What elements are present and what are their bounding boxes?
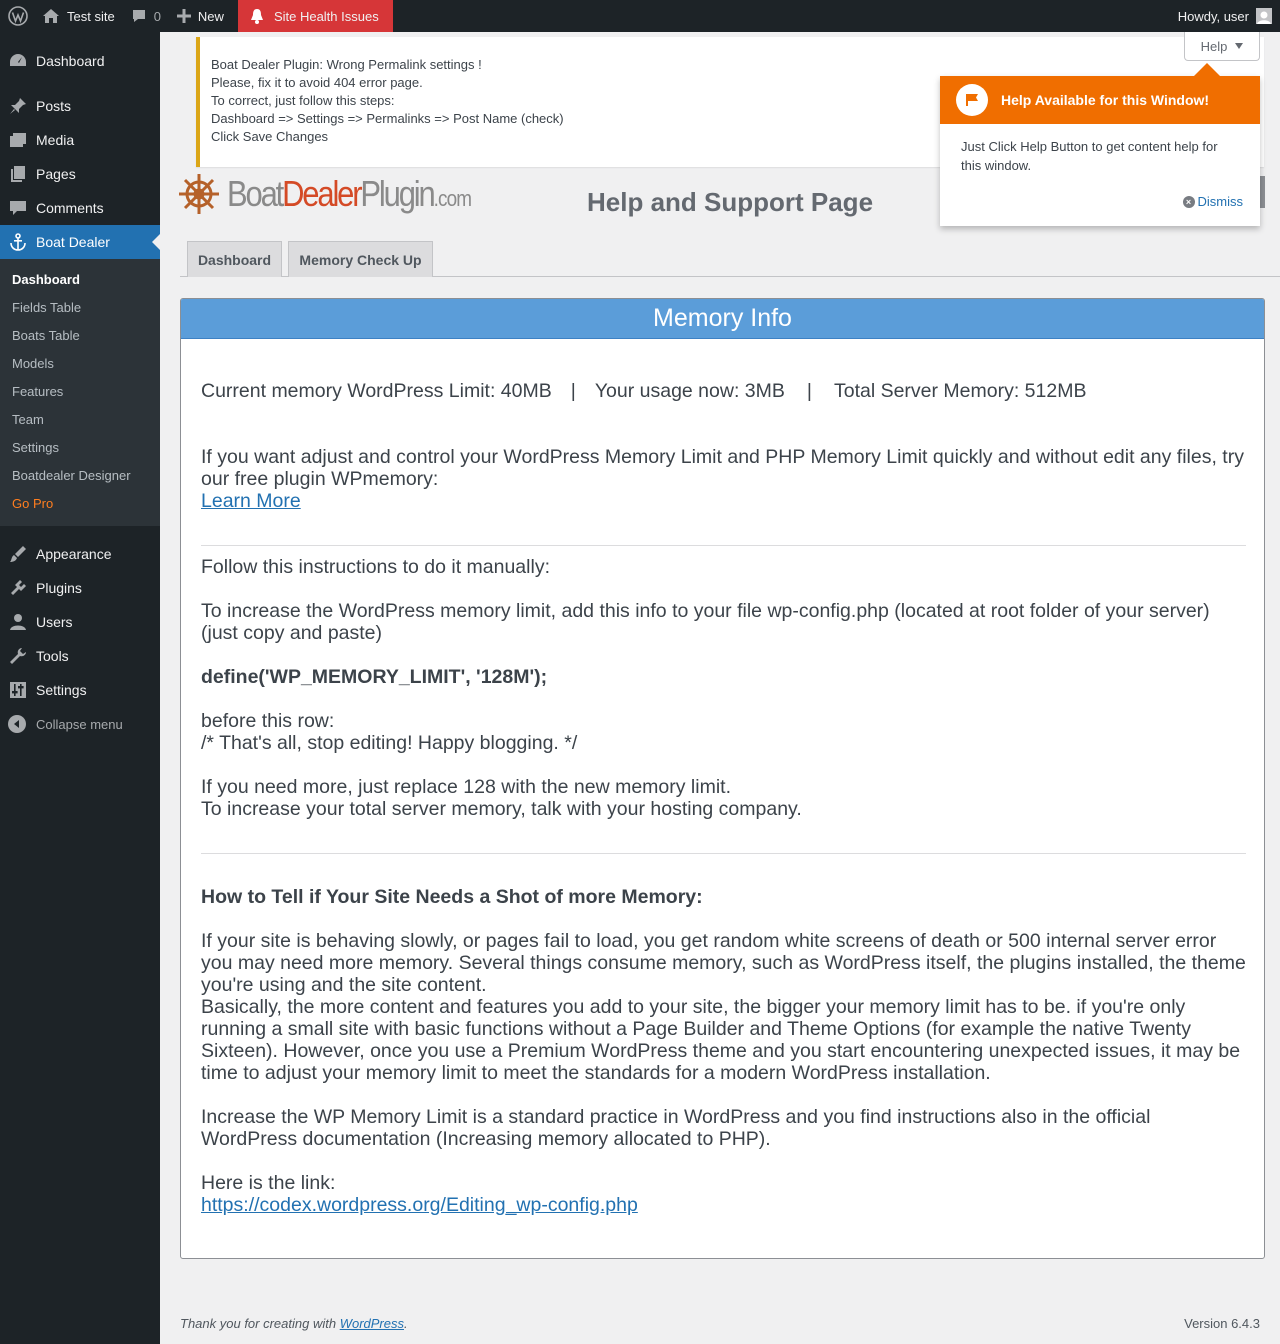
boat-dealer-logo (177, 172, 511, 216)
footer-thanks-suffix: . (404, 1316, 408, 1331)
menu-label: Media (36, 132, 75, 148)
footer-thanks-prefix: Thank you for creating with (180, 1316, 340, 1331)
separator: | (570, 380, 576, 402)
caret-down-icon (1235, 43, 1243, 49)
logo-text-part: .com (433, 186, 472, 211)
define-code: define('WP_MEMORY_LIMIT', '128M'); (201, 666, 548, 688)
wrench-icon (8, 646, 28, 666)
menu-label: Settings (36, 682, 87, 698)
pointer-title: Help Available for this Window! (1001, 92, 1210, 108)
menu-label: Pages (36, 166, 76, 182)
page-title: Help and Support Page (587, 187, 874, 217)
menu-label: Appearance (36, 546, 112, 562)
site-health-label: Site Health Issues (273, 8, 379, 24)
menu-item-posts[interactable] (0, 89, 160, 123)
comment-bubble-icon (131, 8, 147, 24)
sliders-icon (8, 680, 28, 700)
menu-item-plugins[interactable] (0, 571, 160, 605)
logo-text-part: Dealer (282, 173, 361, 214)
home-icon (42, 8, 60, 24)
pointer-arrow (1194, 63, 1220, 76)
pages-icon (8, 164, 28, 184)
learn-more-link[interactable]: Learn More (201, 490, 301, 512)
collapse-arrow-icon (8, 715, 26, 733)
my-account-link[interactable] (1170, 0, 1280, 32)
separator: | (806, 380, 812, 402)
site-name: Test site (67, 8, 115, 24)
menu-item-users[interactable] (0, 605, 160, 639)
submenu-item-team[interactable]: Team (12, 412, 44, 427)
help-pointer-popup (940, 76, 1260, 226)
flag-icon (956, 84, 988, 116)
submenu-item-go-pro[interactable]: Go Pro (12, 496, 54, 511)
footer-thanks (180, 1316, 408, 1331)
admin-sidebar (0, 32, 160, 1344)
boat-dealer-submenu (0, 259, 160, 526)
how-to-paragraph: If your site is behaving slowly, or pages fail to load, you get random white screens of death or 500 internal server error you may need more memory. Several things consume memory, such as WordPress itself, the plugins installed, the theme you're using and the site content. (201, 930, 1246, 996)
increase-text: To increase the WordPress memory limit, add this info to your file wp-config.php (located at root folder of your server) (just copy and paste) (201, 600, 1210, 644)
notice-line: Boat Dealer Plugin: Wrong Permalink settings ! (211, 57, 482, 72)
dismiss-button[interactable] (1183, 194, 1244, 209)
memory-info-panel (180, 298, 1265, 1259)
wordpress-link[interactable]: WordPress (339, 1316, 404, 1331)
media-icon (8, 130, 28, 150)
how-to-paragraph: Basically, the more content and features you add to your site, the bigger your memory limit has to be. if you're only running a small site with basic functions without a Page Builder and Theme Options (for example the native Twenty Sixteen). However, once you use a Premium WordPress theme and you start encountering unexpected issues, it may be time to adjust your memory limit to meet the standards for a modern WordPress installation. (201, 996, 1241, 1084)
pointer-text: Just Click Help Button to get content help for this window. (961, 139, 1218, 173)
tab-dashboard[interactable]: Dashboard (187, 241, 282, 277)
memory-stats (201, 380, 1246, 402)
comments-link[interactable] (123, 0, 169, 32)
menu-item-media[interactable] (0, 123, 160, 157)
collapse-label: Collapse menu (36, 716, 123, 732)
need-more-text: If you need more, just replace 128 with the new memory limit. (201, 776, 731, 798)
site-health-link[interactable] (238, 0, 393, 32)
codex-link[interactable]: https://codex.wordpress.org/Editing_wp-config.php (201, 1194, 638, 1216)
menu-item-settings[interactable] (0, 673, 160, 707)
new-content-link[interactable] (169, 0, 232, 32)
memory-limit-text: Current memory WordPress Limit: 40MB (201, 380, 552, 402)
link-intro: Here is the link: (201, 1172, 336, 1194)
ship-wheel-icon (177, 172, 221, 216)
help-button[interactable] (1184, 32, 1260, 61)
comments-count: 0 (153, 8, 161, 24)
user-icon (8, 612, 28, 632)
menu-item-appearance[interactable] (0, 537, 160, 571)
how-to-tell-section (201, 886, 1246, 1216)
divider (201, 545, 1246, 546)
footer-version: Version 6.4.3 (1184, 1316, 1260, 1331)
notice-line: Click Save Changes (211, 129, 329, 144)
pin-icon (8, 96, 28, 116)
greeting: Howdy, user (1177, 8, 1249, 24)
submenu-item-models[interactable]: Models (12, 356, 54, 371)
site-name-link[interactable] (36, 0, 123, 32)
tab-memory-check-up[interactable]: Memory Check Up (288, 241, 433, 277)
menu-label: Dashboard (36, 53, 105, 69)
manual-intro: Follow this instructions to do it manually: (201, 556, 550, 578)
notice-line: To correct, just follow this steps: (211, 93, 395, 108)
menu-label: Tools (36, 648, 69, 664)
notice-line: Dashboard => Settings => Permalinks => Post Name (check) (211, 111, 564, 126)
bell-icon (250, 8, 264, 24)
plug-icon (8, 578, 28, 598)
menu-label: Posts (36, 98, 72, 114)
panel-title: Memory Info (181, 299, 1264, 339)
server-memory-text: Total Server Memory: 512MB (833, 380, 1087, 402)
menu-label: Boat Dealer (36, 234, 110, 250)
how-to-paragraph: Increase the WP Memory Limit is a standard practice in WordPress and you find instructions also in the official WordPress documentation (Increasing memory allocated to PHP). (201, 1106, 1151, 1150)
new-label: New (197, 8, 224, 24)
menu-label: Plugins (36, 580, 82, 596)
submenu-item-features[interactable]: Features (12, 384, 64, 399)
plus-icon (177, 9, 191, 23)
stop-editing-text: /* That's all, stop editing! Happy blogging. */ (201, 732, 578, 754)
admin-bar (0, 0, 1280, 32)
menu-item-pages[interactable] (0, 157, 160, 191)
notice-line: Please, fix it to avoid 404 error page. (211, 75, 423, 90)
collapse-menu-button[interactable] (0, 707, 160, 741)
anchor-icon (8, 232, 28, 252)
promo-text: If you want adjust and control your WordPress Memory Limit and PHP Memory Limit quickly and without edit any files, try our free plugin WPmemory: (201, 446, 1244, 490)
how-to-title: How to Tell if Your Site Needs a Shot of more Memory: (201, 886, 703, 908)
menu-item-comments[interactable] (0, 191, 160, 225)
menu-item-tools[interactable] (0, 639, 160, 673)
dashboard-icon (8, 51, 28, 71)
submenu-item-fields-table[interactable]: Fields Table (12, 300, 82, 315)
comment-icon (8, 198, 28, 218)
submenu-item-dashboard[interactable]: Dashboard (12, 272, 80, 287)
submenu-item-boatdealer-designer[interactable]: Boatdealer Designer (12, 468, 131, 483)
help-label: Help (1200, 38, 1228, 54)
pointer-header (940, 76, 1260, 124)
brush-icon (8, 544, 28, 564)
dismiss-label: Dismiss (1197, 194, 1243, 209)
submenu-item-settings[interactable]: Settings (12, 440, 59, 455)
before-row-text: before this row: (201, 710, 335, 732)
close-icon: × (1183, 196, 1195, 208)
menu-item-boat-dealer[interactable] (0, 225, 160, 259)
tab-bar (180, 241, 1280, 277)
submenu-item-boats-table[interactable]: Boats Table (12, 328, 80, 343)
total-server-text: To increase your total server memory, talk with your hosting company. (201, 798, 802, 820)
logo-text-part: Boat (227, 173, 283, 214)
menu-label: Users (36, 614, 73, 630)
avatar (1256, 8, 1272, 24)
wordpress-logo-icon[interactable] (0, 0, 36, 32)
menu-label: Comments (36, 200, 104, 216)
logo-wordmark (227, 173, 471, 215)
manual-instructions (201, 556, 1246, 820)
menu-item-dashboard[interactable] (0, 44, 160, 78)
promo-section (201, 446, 1246, 512)
divider (201, 853, 1246, 854)
memory-usage-text: Your usage now: 3MB (594, 380, 785, 402)
logo-text-part: Plugin (360, 173, 434, 214)
